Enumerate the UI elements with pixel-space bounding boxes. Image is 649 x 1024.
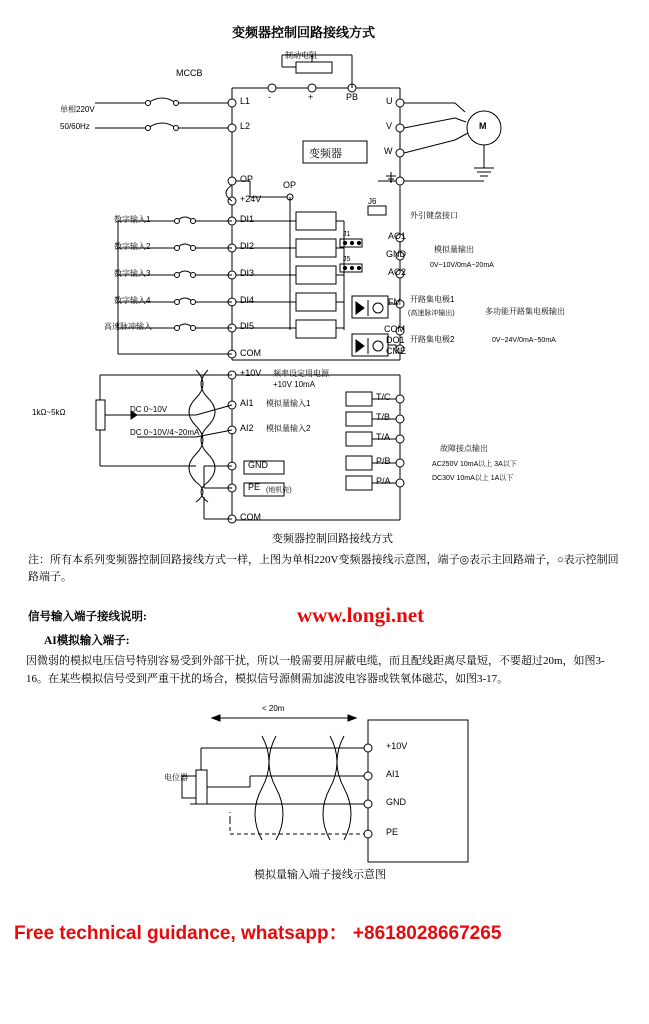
motor-label: M bbox=[479, 121, 487, 131]
label-j1: J1 bbox=[343, 231, 351, 238]
footer-contact: Free technical guidance, whatsapp： +8618028667265 bbox=[14, 923, 502, 944]
terminal-di5: DI5 bbox=[240, 321, 255, 331]
terminal-l1: L1 bbox=[240, 96, 251, 106]
terminal-ao2: AO2 bbox=[388, 267, 407, 277]
label-keypad-port: 外引键盘接口 bbox=[410, 211, 458, 220]
label-analog-output: 模拟量输出 bbox=[434, 245, 474, 254]
terminal-ao1: AO1 bbox=[388, 231, 407, 241]
label-supply-frequency: 50/60Hz bbox=[60, 122, 90, 131]
terminal-24v: +24V bbox=[240, 194, 262, 204]
section-heading: 信号输入端子接线说明: bbox=[28, 611, 147, 623]
label-oc-output-range: 0V~24V/0mA~50mA bbox=[492, 337, 556, 344]
terminal-op: OP bbox=[240, 174, 254, 184]
terminal2-pe: PE bbox=[386, 827, 399, 837]
diagram1-caption: 变频器控制回路接线方式 bbox=[272, 533, 393, 545]
label-analog-output-range: 0V~10V/0mA~20mA bbox=[430, 262, 494, 269]
label-dc-0-10v-4-20ma: DC 0~10V/4~20mA bbox=[130, 428, 200, 437]
terminal-cme: CME bbox=[386, 346, 406, 356]
terminal-com-1: COM bbox=[240, 348, 261, 358]
label-potentiometer: 1kΩ~5kΩ bbox=[32, 408, 66, 417]
terminal-com-3: COM bbox=[240, 512, 261, 522]
label-digital-input-1: 数字输入1 bbox=[114, 215, 151, 224]
terminal-minus: - bbox=[268, 92, 271, 102]
terminal2-gnd: GND bbox=[386, 797, 406, 807]
terminal-ta: T/A bbox=[376, 432, 391, 442]
label-brake-resistor: 制动电阻 bbox=[285, 51, 317, 60]
page-title: 变频器控制回路接线方式 bbox=[232, 25, 376, 40]
label-open-collector-1: 开路集电极1 bbox=[410, 295, 455, 304]
terminal-di3: DI3 bbox=[240, 268, 255, 278]
terminal-ai1: AI1 bbox=[240, 398, 254, 408]
paragraph-text: 因微弱的模拟电压信号特别容易受到外部干扰，所以一般需要用屏蔽电缆，而且配线距离尽量短，不要超过20m，如图3-16。在某些模拟信号受到严重干扰的场合，模拟信号源侧需加滤波电容器或铁氧体磁芯，如图3-17。 bbox=[26, 655, 605, 685]
terminal-v: V bbox=[386, 121, 393, 131]
label-j6: J6 bbox=[368, 197, 377, 206]
terminal-di2: DI2 bbox=[240, 241, 255, 251]
terminal-pe-sub: (地机壳) bbox=[266, 487, 292, 494]
terminal-u: U bbox=[386, 96, 393, 106]
terminal-op-right: OP bbox=[283, 180, 297, 190]
label-ref-supply-spec: +10V 10mA bbox=[273, 380, 316, 389]
terminal-tc: T/C bbox=[376, 392, 391, 402]
website-url: www.longi.net bbox=[297, 603, 425, 627]
label-dc-0-10v: DC 0~10V bbox=[130, 405, 168, 414]
terminal2-10v: +10V bbox=[386, 741, 408, 751]
terminal-di1: DI1 bbox=[240, 214, 255, 224]
label-j5: J5 bbox=[343, 256, 351, 263]
terminal-pb-relay: P/B bbox=[376, 456, 391, 466]
label-pulse-input: 高速脉冲输入 bbox=[104, 322, 152, 331]
terminal-gnd-ao: GND bbox=[386, 249, 406, 259]
label-ref-supply: 频率设定用电源 bbox=[273, 369, 329, 378]
label-analog-input-2: 模拟量输入2 bbox=[266, 424, 311, 433]
terminal-pe: PE bbox=[248, 482, 261, 492]
label-potentiometer-2: 电位器 bbox=[164, 773, 188, 782]
terminal-l2: L2 bbox=[240, 121, 251, 131]
diagram2-caption: 模拟量输入端子接线示意图 bbox=[254, 869, 386, 881]
label-digital-input-2: 数字输入2 bbox=[114, 242, 151, 251]
label-open-collector-2: 开路集电极2 bbox=[410, 335, 455, 344]
label-digital-input-4: 数字输入4 bbox=[114, 296, 151, 305]
terminal-ai2: AI2 bbox=[240, 423, 254, 433]
label-distance: < 20m bbox=[262, 704, 285, 713]
terminal-plus: + bbox=[308, 92, 314, 102]
terminal-10v: +10V bbox=[240, 368, 262, 378]
sub-heading: AI模拟输入端子: bbox=[44, 635, 130, 647]
label-fault-dc-spec: DC30V 10mA以上 1A以下 bbox=[432, 475, 514, 482]
terminal-pb: PB bbox=[346, 92, 359, 102]
wiring-diagram-analog bbox=[0, 708, 649, 878]
label-open-collector-1-sub: (高速脉冲输出) bbox=[408, 310, 455, 317]
terminal-gnd: GND bbox=[248, 460, 268, 470]
label-supply-voltage: 单相220V bbox=[60, 105, 95, 114]
label-fault-output: 故障接点输出 bbox=[440, 444, 488, 453]
note-text: 注：所有本系列变频器控制回路接线方式一样，上图为单相220V变频器接线示意图，端子◎表示主回路端子，○表示控制回路端子。 bbox=[28, 554, 619, 583]
label-analog-input-1: 模拟量输入1 bbox=[266, 399, 311, 408]
terminal-pa-relay: P/A bbox=[376, 476, 391, 486]
label-oc-output: 多功能开路集电极输出 bbox=[485, 307, 565, 316]
terminal-fm: FM bbox=[388, 297, 401, 307]
inverter-box-label: 变频器 bbox=[309, 148, 342, 160]
terminal2-ai1: AI1 bbox=[386, 769, 400, 779]
terminal-di4: DI4 bbox=[240, 295, 255, 305]
terminal-com-2: COM bbox=[384, 324, 405, 334]
label-fault-ac-spec: AC250V 10mA以上 3A以下 bbox=[432, 461, 517, 468]
terminal-do1: DO1 bbox=[386, 335, 405, 345]
terminal-w: W bbox=[384, 146, 393, 156]
label-digital-input-3: 数字输入3 bbox=[114, 269, 151, 278]
label-mccb: MCCB bbox=[176, 68, 203, 78]
terminal-tb: T/B bbox=[376, 412, 391, 422]
